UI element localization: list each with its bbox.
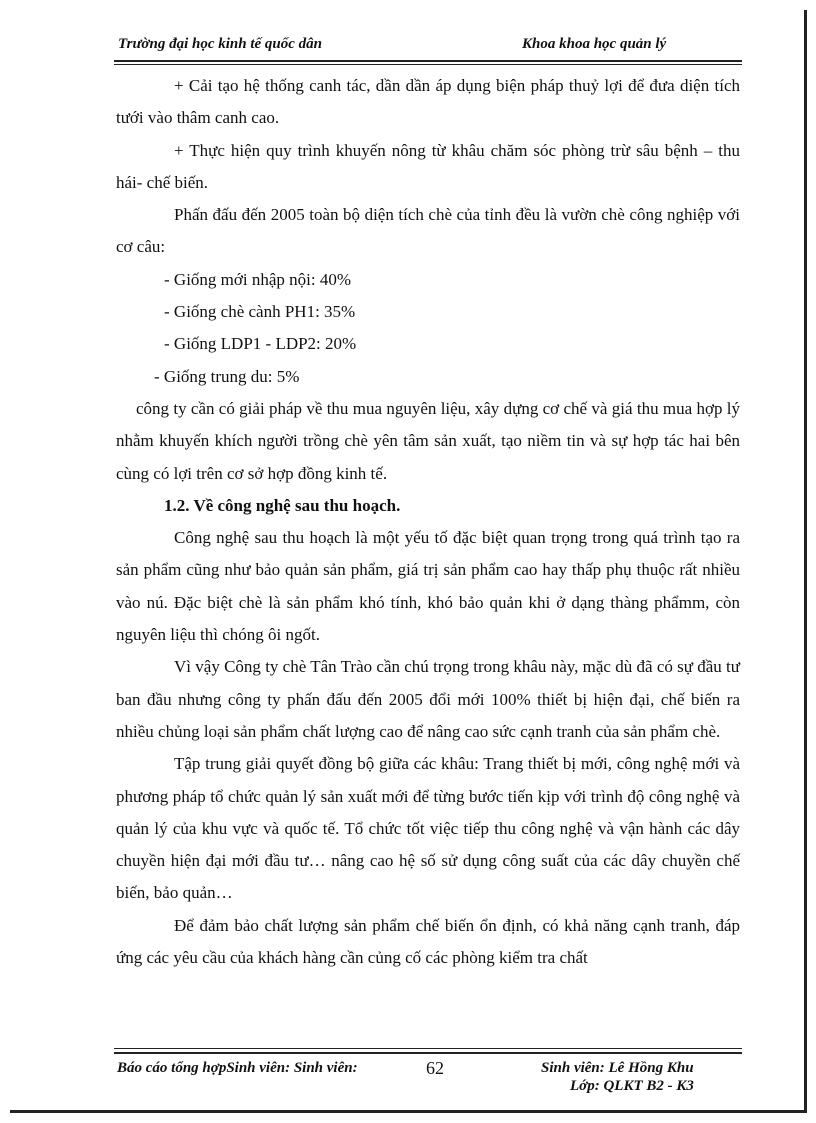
paragraph-quality: Để đảm bảo chất lượng sản phẩm chế biến ổn định, có khả năng cạnh tranh, đáp ứng các yêu cầu của khách hàng cần củng cố các phòng kiểm tra chất (116, 915, 740, 968)
list-item-imported: - Giống mới nhập nội: 40% (164, 269, 351, 289)
paragraph-synchronize: Tập trung giải quyết đồng bộ giữa các khâu: Trang thiết bị mới, công nghệ mới và phương pháp tổ chức quản lý sản xuất mới để từng bước tiến kịp với trình độ công nghệ và quản lý của khu vực và quốc tế. Tổ chức tốt việc tiếp thu công nghệ và vận hành các dây chuyền hiện đại mới đầu tư… nâng cao hệ số sử dụng công suất của các dây chuyền chế biến, bảo quản… (116, 754, 740, 903)
list-item-ph1: - Giống chè cành PH1: 35% (164, 302, 356, 322)
header-divider (114, 60, 742, 62)
footer-divider-thin (114, 1048, 742, 1049)
paragraph-extension: + Thực hiện quy trình khuyến nông từ khâu chăm sóc phòng trừ sâu bệnh – thu hái- chế biến. (116, 140, 740, 192)
footer-divider (114, 1052, 742, 1054)
paragraph-post-harvest: Công nghệ sau thu hoạch là một yếu tố đặc biệt quan trọng trong quá trình tạo ra sản phẩm cũng như bảo quản sản phẩm, giá trị sản phẩm cao hay thấp phụ thuộc rất nhiều vào nú. Đặc biệt chè là sản phẩm khó tính, khó bảo quản khi ở dạng thàng phẩmm, còn nguyên liệu thì chóng ôi ngốt. (116, 528, 740, 645)
header-university: Trường đại học kinh tế quốc dân (118, 36, 323, 52)
list-item-ldp: - Giống LDP1 - LDP2: 20% (164, 334, 357, 354)
header-divider-thin (114, 64, 742, 65)
page-number: 62 (426, 1058, 444, 1078)
paragraph-target-2005: Phấn đấu đến 2005 toàn bộ diện tích chè của tỉnh đều là vườn chè công nghiệp với cơ câu: (116, 205, 740, 257)
paragraph-irrigation: + Cải tạo hệ thống canh tác, dần dần áp dụng biện pháp thuỷ lợi để đưa diện tích tưới vào thâm canh cao. (116, 76, 740, 128)
section-heading: 1.2. Về công nghệ sau thu hoạch. (164, 495, 401, 515)
list-item-trung-du: - Giống trung du: 5% (154, 366, 300, 386)
document-body (116, 70, 740, 974)
footer-student: Sinh viên: Lê Hồng Khu (541, 1060, 694, 1076)
header-faculty: Khoa khoa học quản lý (522, 36, 667, 52)
footer-report-label: Báo cáo tổng hợpSinh viên: Sinh viên: (117, 1060, 358, 1076)
page-header (118, 36, 716, 58)
footer-class: Lớp: QLKT B2 - K3 (570, 1078, 694, 1094)
paragraph-tan-trao: Vì vậy Công ty chè Tân Trào cần chú trọng trong khâu này, mặc dù đã có sự đầu tư ban đầu nhưng công ty phấn đấu đến 2005 đổi mới 100% thiết bị hiện đại, chế biến ra nhiều chủng loại sản phẩm chất lượng cao để nâng cao sức cạnh tranh của sản phẩm chè. (116, 657, 740, 741)
paragraph-purchasing: công ty cần có giải pháp về thu mua nguyên liệu, xây dựng cơ chế và giá thu mua hợp lý nhằm khuyến khích người trồng chè yên tâm sản xuất, tạo niềm tin và sự hợp tác hai bên cùng có lợi trên cơ sở hợp đồng kinh tế. (116, 398, 740, 483)
